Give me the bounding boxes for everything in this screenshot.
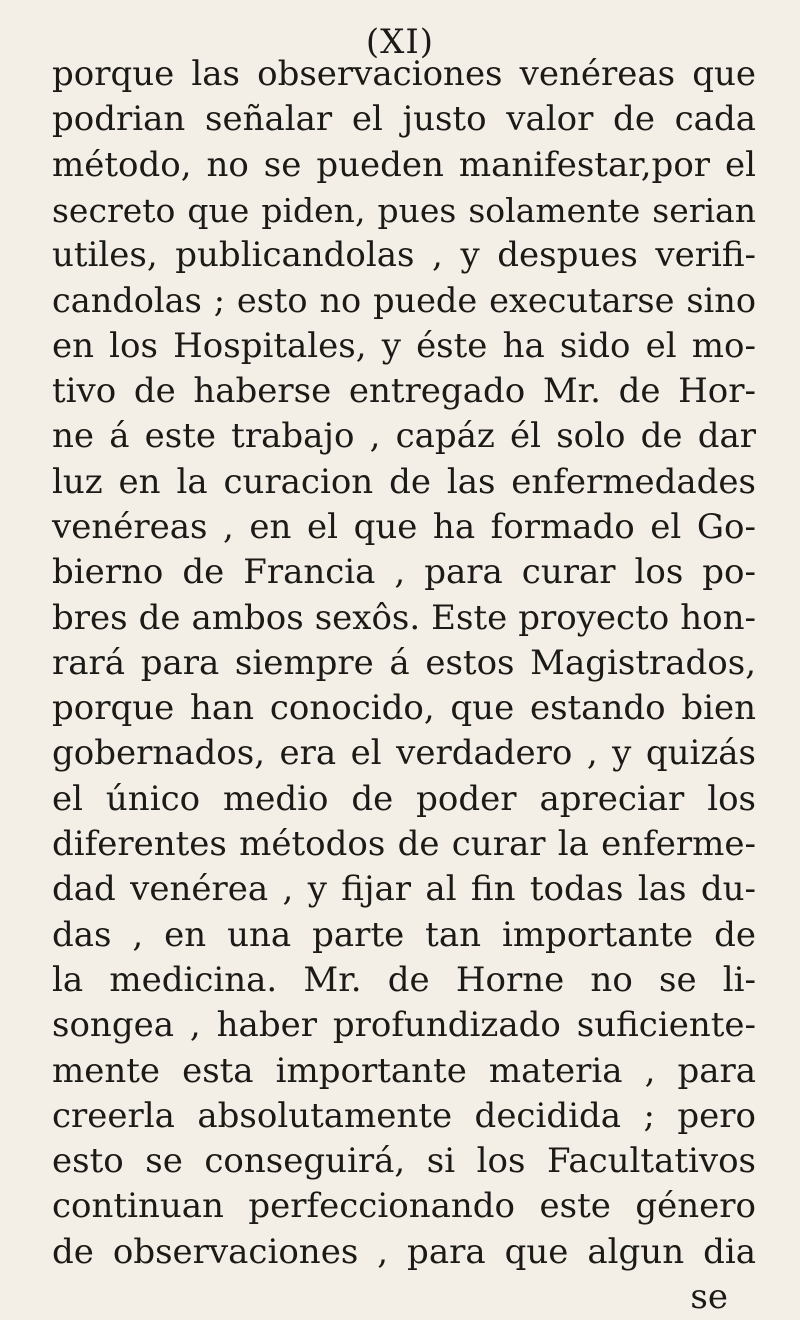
text-line: diferentes métodos de curar la enferme-: [52, 824, 756, 865]
text-line: gobernados, era el verdadero , y quizás: [52, 733, 756, 774]
text-line: ne á este trabajo , capáz él solo de dar: [52, 416, 756, 457]
text-line: utiles, publicandolas , y despues verifi-: [52, 235, 756, 276]
text-line: creerla absolutamente decidida ; pero: [52, 1095, 756, 1136]
text-line: luz en la curacion de las enfermedades: [52, 461, 756, 502]
text-line: método, no se pueden manifestar,por el: [52, 144, 756, 185]
text-line: venéreas , en el que ha formado el Go-: [52, 506, 756, 547]
text-line: de observaciones , para que algun dia: [52, 1231, 756, 1272]
catchword: se: [690, 1277, 728, 1318]
text-line: la medicina. Mr. de Horne no se li-: [52, 959, 756, 1000]
text-line: dad venérea , y fijar al fin todas las du-: [52, 869, 756, 910]
text-line: bierno de Francia , para curar los po-: [52, 552, 756, 593]
text-line: continuan perfeccionando este género: [52, 1186, 756, 1227]
text-line: songea , haber profundizado suficiente-: [52, 1005, 756, 1046]
text-line: secreto que piden, pues solamente serian: [52, 190, 756, 230]
text-line: porque han conocido, que estando bien: [52, 688, 756, 729]
text-line: rará para siempre á estos Magistrados,: [52, 642, 756, 683]
text-line: podrian señalar el justo valor de cada: [52, 99, 756, 140]
text-line: en los Hospitales, y éste ha sido el mo-: [52, 325, 756, 366]
page-number: (XI): [365, 22, 435, 62]
text-line: porque las observaciones venéreas que: [52, 54, 756, 94]
text-line: candolas ; esto no puede executarse sino: [52, 281, 756, 321]
body-text: [52, 52, 756, 1320]
text-line: das , en una parte tan importante de: [52, 914, 756, 955]
text-line: el único medio de poder apreciar los: [52, 778, 756, 819]
text-line: esto se conseguirá, si los Facultativos: [52, 1141, 756, 1182]
text-line: tivo de haberse entregado Mr. de Hor-: [52, 371, 756, 412]
text-line: bres de ambos sexôs. Este proyecto hon-: [52, 597, 756, 638]
text-line: mente esta importante materia , para: [52, 1050, 756, 1091]
